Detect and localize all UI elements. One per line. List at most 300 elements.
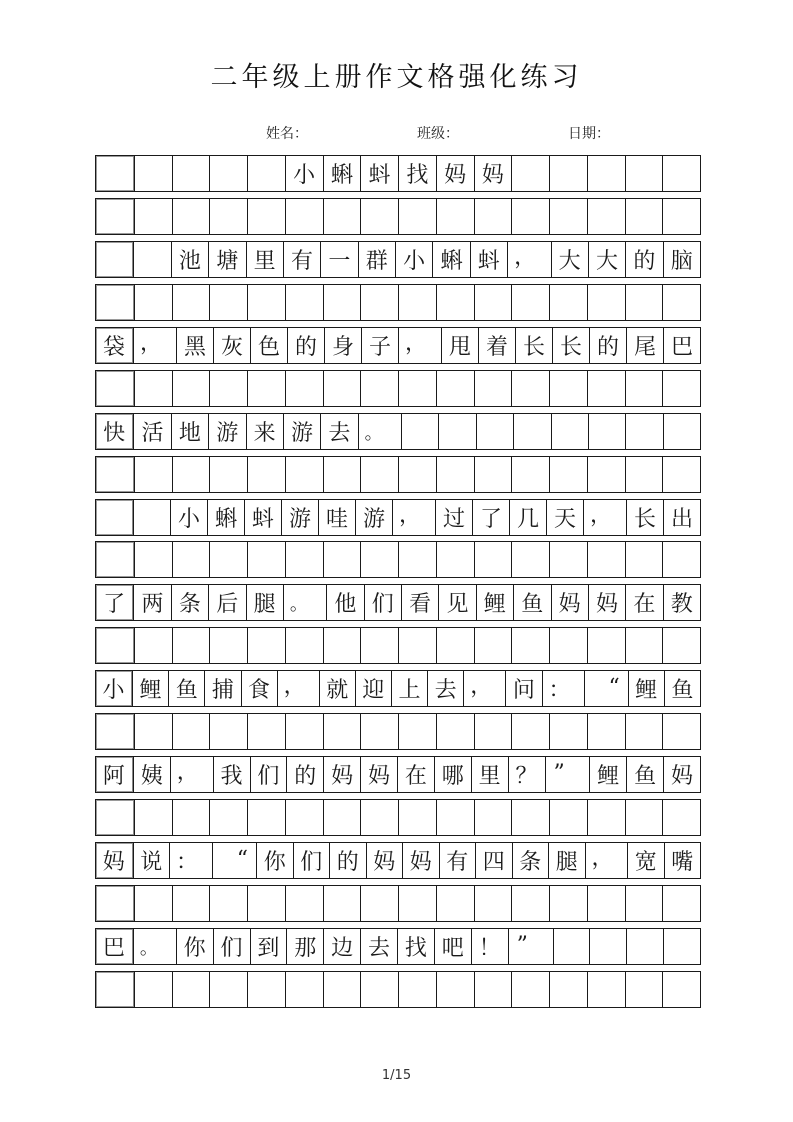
grid-cell (247, 371, 285, 406)
grid-cell (209, 800, 247, 835)
grid-cell: 食 (241, 671, 277, 706)
grid-cell: 甩 (441, 328, 478, 363)
grid-row (95, 670, 701, 707)
grid-row (95, 928, 701, 965)
grid-cell: 就 (319, 671, 355, 706)
grid-cell: 来 (246, 414, 283, 449)
grid-cell (96, 542, 134, 577)
grid-cell (662, 800, 700, 835)
grid-cell (625, 628, 663, 663)
grid-cell (474, 628, 512, 663)
grid-cell (285, 542, 323, 577)
grid-cell (549, 886, 587, 921)
grid-cell (625, 457, 663, 492)
grid-cell (401, 414, 438, 449)
grid-cell: 去 (320, 414, 357, 449)
grid-cell (247, 800, 285, 835)
grid-cell (625, 972, 663, 1007)
grid-cell: 们 (250, 757, 287, 792)
grid-cell (474, 199, 512, 234)
grid-cell: 阿 (96, 757, 133, 792)
grid-row (95, 370, 701, 407)
grid-cell: ， (392, 500, 435, 535)
grid-cell (474, 886, 512, 921)
grid-cell (625, 714, 663, 749)
grid-cell (398, 886, 436, 921)
grid-cell (209, 156, 247, 191)
grid-cell (247, 628, 285, 663)
grid-cell (587, 285, 625, 320)
grid-cell (360, 972, 398, 1007)
grid-cell (436, 457, 474, 492)
grid-cell: 。 (283, 585, 326, 620)
grid-cell: 在 (625, 585, 662, 620)
grid-cell: 地 (171, 414, 208, 449)
grid-cell (662, 972, 700, 1007)
grid-cell: 们 (213, 929, 250, 964)
grid-cell: 鱼 (626, 757, 663, 792)
grid-cell: 过 (435, 500, 472, 535)
grid-row (95, 155, 701, 192)
page-number: 1/15 (381, 1068, 412, 1083)
grid-cell: 游 (283, 414, 320, 449)
grid-row (95, 241, 701, 278)
grid-cell: 蝌 (323, 156, 361, 191)
grid-cell (172, 800, 210, 835)
grid-cell (134, 972, 172, 1007)
grid-cell (398, 285, 436, 320)
grid-cell (474, 285, 512, 320)
grid-cell (96, 886, 134, 921)
grid-cell (663, 929, 700, 964)
date-label: 日期： (568, 126, 610, 142)
grid-cell: 黑 (176, 328, 213, 363)
grid-cell (549, 972, 587, 1007)
grid-cell: 妈 (436, 156, 474, 191)
grid-cell (209, 371, 247, 406)
grid-cell (398, 371, 436, 406)
grid-cell: 身 (324, 328, 361, 363)
grid-cell: 那 (286, 929, 323, 964)
grid-cell: 蝌 (207, 500, 244, 535)
grid-cell: 哪 (434, 757, 471, 792)
grid-cell: 的 (589, 328, 626, 363)
grid-cell (587, 800, 625, 835)
grid-cell (360, 285, 398, 320)
grid-cell (360, 800, 398, 835)
grid-cell: 几 (509, 500, 546, 535)
grid-cell (323, 886, 361, 921)
page-title: 二年级上册作文格强化练习 (210, 62, 583, 93)
grid-cell: 了 (472, 500, 509, 535)
grid-cell (172, 156, 210, 191)
grid-cell (96, 628, 134, 663)
grid-cell (474, 371, 512, 406)
grid-cell: 一 (320, 242, 357, 277)
grid-row (95, 284, 701, 321)
grid-cell (625, 542, 663, 577)
grid-cell (549, 457, 587, 492)
grid-cell (549, 199, 587, 234)
grid-row (95, 584, 701, 621)
grid-cell (285, 628, 323, 663)
grid-cell: 蝌 (432, 242, 469, 277)
grid-cell (96, 242, 133, 277)
grid-cell: 妈 (402, 843, 439, 878)
grid-cell (436, 714, 474, 749)
grid-cell: 着 (478, 328, 515, 363)
grid-row (95, 627, 701, 664)
grid-cell (209, 886, 247, 921)
grid-cell (625, 199, 663, 234)
grid-cell: 巴 (663, 328, 700, 363)
grid-cell (589, 929, 626, 964)
grid-cell: 里 (246, 242, 283, 277)
grid-cell: 游 (281, 500, 318, 535)
grid-cell (247, 542, 285, 577)
grid-cell (172, 285, 210, 320)
grid-row (95, 327, 701, 364)
grid-cell (323, 800, 361, 835)
grid-cell: 有 (283, 242, 320, 277)
grid-cell: 的 (625, 242, 662, 277)
grid-cell (285, 886, 323, 921)
grid-cell (511, 457, 549, 492)
grid-cell: 子 (361, 328, 398, 363)
grid-cell: 鲤 (589, 757, 626, 792)
name-label: 姓名： (266, 126, 308, 142)
grid-cell: 鱼 (513, 585, 550, 620)
grid-cell (436, 800, 474, 835)
grid-cell: 边 (323, 929, 360, 964)
grid-row (95, 971, 701, 1008)
grid-cell: 大 (551, 242, 588, 277)
grid-cell (134, 156, 172, 191)
grid-cell: 去 (360, 929, 397, 964)
grid-cell: 群 (358, 242, 395, 277)
grid-row (95, 713, 701, 750)
grid-cell: 妈 (323, 757, 360, 792)
grid-cell: 教 (663, 585, 700, 620)
grid-cell: 有 (439, 843, 476, 878)
grid-cell: 在 (397, 757, 434, 792)
class-label: 班级： (417, 126, 459, 142)
grid-cell (172, 714, 210, 749)
grid-cell (587, 156, 625, 191)
grid-cell (398, 457, 436, 492)
grid-cell: 蚪 (244, 500, 281, 535)
grid-cell: 鲤 (476, 585, 513, 620)
grid-cell (285, 199, 323, 234)
grid-cell: 妈 (366, 843, 403, 878)
grid-cell: ， (170, 757, 213, 792)
grid-cell (209, 714, 247, 749)
grid-cell: ” (508, 929, 553, 964)
grid-cell (360, 628, 398, 663)
grid-cell (360, 886, 398, 921)
grid-cell (209, 628, 247, 663)
grid-cell: 的 (329, 843, 366, 878)
grid-cell: 姨 (133, 757, 170, 792)
grid-cell (662, 156, 700, 191)
grid-cell (285, 800, 323, 835)
grid-cell (134, 886, 172, 921)
grid-cell (247, 886, 285, 921)
grid-cell (662, 886, 700, 921)
grid-cell: 腿 (246, 585, 283, 620)
grid-cell: 塘 (208, 242, 245, 277)
grid-cell: 了 (96, 585, 133, 620)
grid-cell (172, 886, 210, 921)
grid-cell: ， (133, 328, 176, 363)
grid-cell (247, 457, 285, 492)
grid-cell: ？ (508, 757, 545, 792)
grid-cell (511, 800, 549, 835)
grid-cell (436, 972, 474, 1007)
grid-cell (474, 542, 512, 577)
grid-cell (474, 457, 512, 492)
grid-cell (96, 457, 134, 492)
composition-grid (95, 155, 701, 1014)
grid-cell (134, 800, 172, 835)
grid-cell (663, 414, 700, 449)
grid-cell (96, 199, 134, 234)
grid-cell (549, 285, 587, 320)
grid-cell: 你 (256, 843, 293, 878)
grid-cell: 小 (170, 500, 207, 535)
grid-cell (625, 156, 663, 191)
grid-cell: ， (398, 328, 441, 363)
grid-cell: 四 (475, 843, 512, 878)
grid-cell: 灰 (213, 328, 250, 363)
grid-cell: 尾 (626, 328, 663, 363)
grid-cell: 嘴 (664, 843, 701, 878)
grid-cell (436, 886, 474, 921)
grid-cell (587, 628, 625, 663)
grid-cell (511, 542, 549, 577)
grid-cell (209, 199, 247, 234)
grid-cell: “ (212, 843, 257, 878)
grid-cell: 看 (401, 585, 438, 620)
grid-cell (587, 972, 625, 1007)
grid-cell (96, 972, 134, 1007)
grid-cell: 妈 (588, 585, 625, 620)
grid-cell: ， (277, 671, 319, 706)
grid-cell (662, 457, 700, 492)
grid-cell (587, 886, 625, 921)
grid-cell: 捕 (204, 671, 240, 706)
grid-cell (323, 285, 361, 320)
grid-cell (285, 714, 323, 749)
grid-cell (285, 371, 323, 406)
grid-cell (209, 285, 247, 320)
grid-cell (549, 628, 587, 663)
grid-cell (587, 457, 625, 492)
grid-cell (662, 285, 700, 320)
grid-cell (134, 371, 172, 406)
grid-cell (172, 972, 210, 1007)
grid-cell: 小 (285, 156, 323, 191)
grid-cell: 鲤 (628, 671, 664, 706)
grid-cell (323, 371, 361, 406)
grid-cell (511, 886, 549, 921)
grid-cell (247, 199, 285, 234)
grid-cell (134, 285, 172, 320)
grid-cell (285, 457, 323, 492)
grid-cell (323, 972, 361, 1007)
grid-cell: ： (542, 671, 584, 706)
grid-cell (360, 199, 398, 234)
grid-row (95, 413, 701, 450)
grid-cell: 小 (395, 242, 432, 277)
grid-cell (549, 156, 587, 191)
grid-cell (474, 972, 512, 1007)
grid-cell (134, 714, 172, 749)
grid-cell: ， (585, 843, 628, 878)
grid-cell (511, 371, 549, 406)
grid-cell: 找 (398, 156, 436, 191)
grid-cell: 们 (364, 585, 401, 620)
grid-cell (513, 414, 550, 449)
grid-cell (323, 542, 361, 577)
grid-cell: 巴 (96, 929, 133, 964)
grid-cell (587, 714, 625, 749)
grid-cell (625, 414, 662, 449)
grid-cell: 腿 (548, 843, 585, 878)
grid-cell (96, 285, 134, 320)
grid-cell: 的 (287, 328, 324, 363)
grid-cell: 长 (626, 500, 663, 535)
grid-cell (360, 371, 398, 406)
grid-cell (436, 285, 474, 320)
grid-cell: 小 (96, 671, 132, 706)
grid-cell (172, 199, 210, 234)
grid-cell: 活 (133, 414, 170, 449)
grid-cell: 说 (133, 843, 170, 878)
grid-row (95, 456, 701, 493)
grid-cell (588, 414, 625, 449)
grid-cell (511, 628, 549, 663)
grid-cell (436, 628, 474, 663)
grid-cell: 妈 (360, 757, 397, 792)
grid-cell: 游 (355, 500, 392, 535)
grid-row (95, 799, 701, 836)
grid-cell: 吧 (434, 929, 471, 964)
grid-cell (172, 457, 210, 492)
grid-cell (172, 542, 210, 577)
grid-cell (360, 542, 398, 577)
grid-cell: 上 (391, 671, 427, 706)
grid-cell (436, 199, 474, 234)
grid-cell (511, 972, 549, 1007)
grid-cell (587, 371, 625, 406)
grid-cell (133, 500, 170, 535)
grid-cell: 长 (552, 328, 589, 363)
grid-cell: 。 (133, 929, 176, 964)
grid-cell (625, 886, 663, 921)
grid-cell: 里 (471, 757, 508, 792)
grid-cell: 你 (176, 929, 213, 964)
grid-cell: ： (169, 843, 212, 878)
grid-cell: 妈 (663, 757, 700, 792)
grid-cell (134, 199, 172, 234)
grid-cell (360, 457, 398, 492)
grid-cell (662, 628, 700, 663)
grid-cell: 哇 (318, 500, 355, 535)
grid-cell: “ (584, 671, 628, 706)
grid-cell: 见 (438, 585, 475, 620)
grid-cell (553, 929, 590, 964)
grid-cell: 游 (208, 414, 245, 449)
grid-cell (134, 542, 172, 577)
grid-cell: 鲤 (132, 671, 168, 706)
grid-cell (96, 714, 134, 749)
grid-cell (436, 542, 474, 577)
grid-cell: 蚪 (470, 242, 507, 277)
grid-cell: 宽 (627, 843, 664, 878)
grid-cell (625, 371, 663, 406)
grid-cell: 蚪 (360, 156, 398, 191)
grid-cell (96, 500, 133, 535)
grid-row (95, 842, 701, 879)
grid-cell (549, 714, 587, 749)
grid-cell (625, 285, 663, 320)
grid-cell: 到 (250, 929, 287, 964)
grid-cell: 他 (326, 585, 363, 620)
grid-cell: 天 (546, 500, 583, 535)
grid-cell: 我 (213, 757, 250, 792)
grid-cell: 条 (512, 843, 549, 878)
grid-cell (360, 714, 398, 749)
grid-cell: 的 (286, 757, 323, 792)
grid-cell: 迎 (355, 671, 391, 706)
grid-cell (587, 542, 625, 577)
grid-cell (398, 628, 436, 663)
grid-cell (96, 800, 134, 835)
grid-cell (398, 199, 436, 234)
grid-cell: 两 (133, 585, 170, 620)
grid-row (95, 756, 701, 793)
grid-cell (323, 199, 361, 234)
grid-cell: 长 (515, 328, 552, 363)
grid-cell (398, 800, 436, 835)
grid-cell (172, 371, 210, 406)
grid-cell (626, 929, 663, 964)
grid-cell (96, 371, 134, 406)
grid-cell: 妈 (474, 156, 512, 191)
grid-cell: 条 (171, 585, 208, 620)
grid-cell (511, 714, 549, 749)
grid-cell: 后 (208, 585, 245, 620)
grid-cell (134, 628, 172, 663)
grid-cell: 池 (171, 242, 208, 277)
grid-cell (398, 542, 436, 577)
grid-cell (662, 542, 700, 577)
grid-cell (209, 457, 247, 492)
grid-row (95, 499, 701, 536)
grid-cell: ， (507, 242, 550, 277)
grid-row (95, 541, 701, 578)
grid-cell: 去 (427, 671, 463, 706)
grid-cell: 出 (663, 500, 700, 535)
grid-cell (285, 285, 323, 320)
grid-cell (247, 285, 285, 320)
grid-cell (662, 714, 700, 749)
grid-cell (625, 800, 663, 835)
grid-cell (438, 414, 475, 449)
grid-cell (134, 457, 172, 492)
grid-cell (662, 371, 700, 406)
